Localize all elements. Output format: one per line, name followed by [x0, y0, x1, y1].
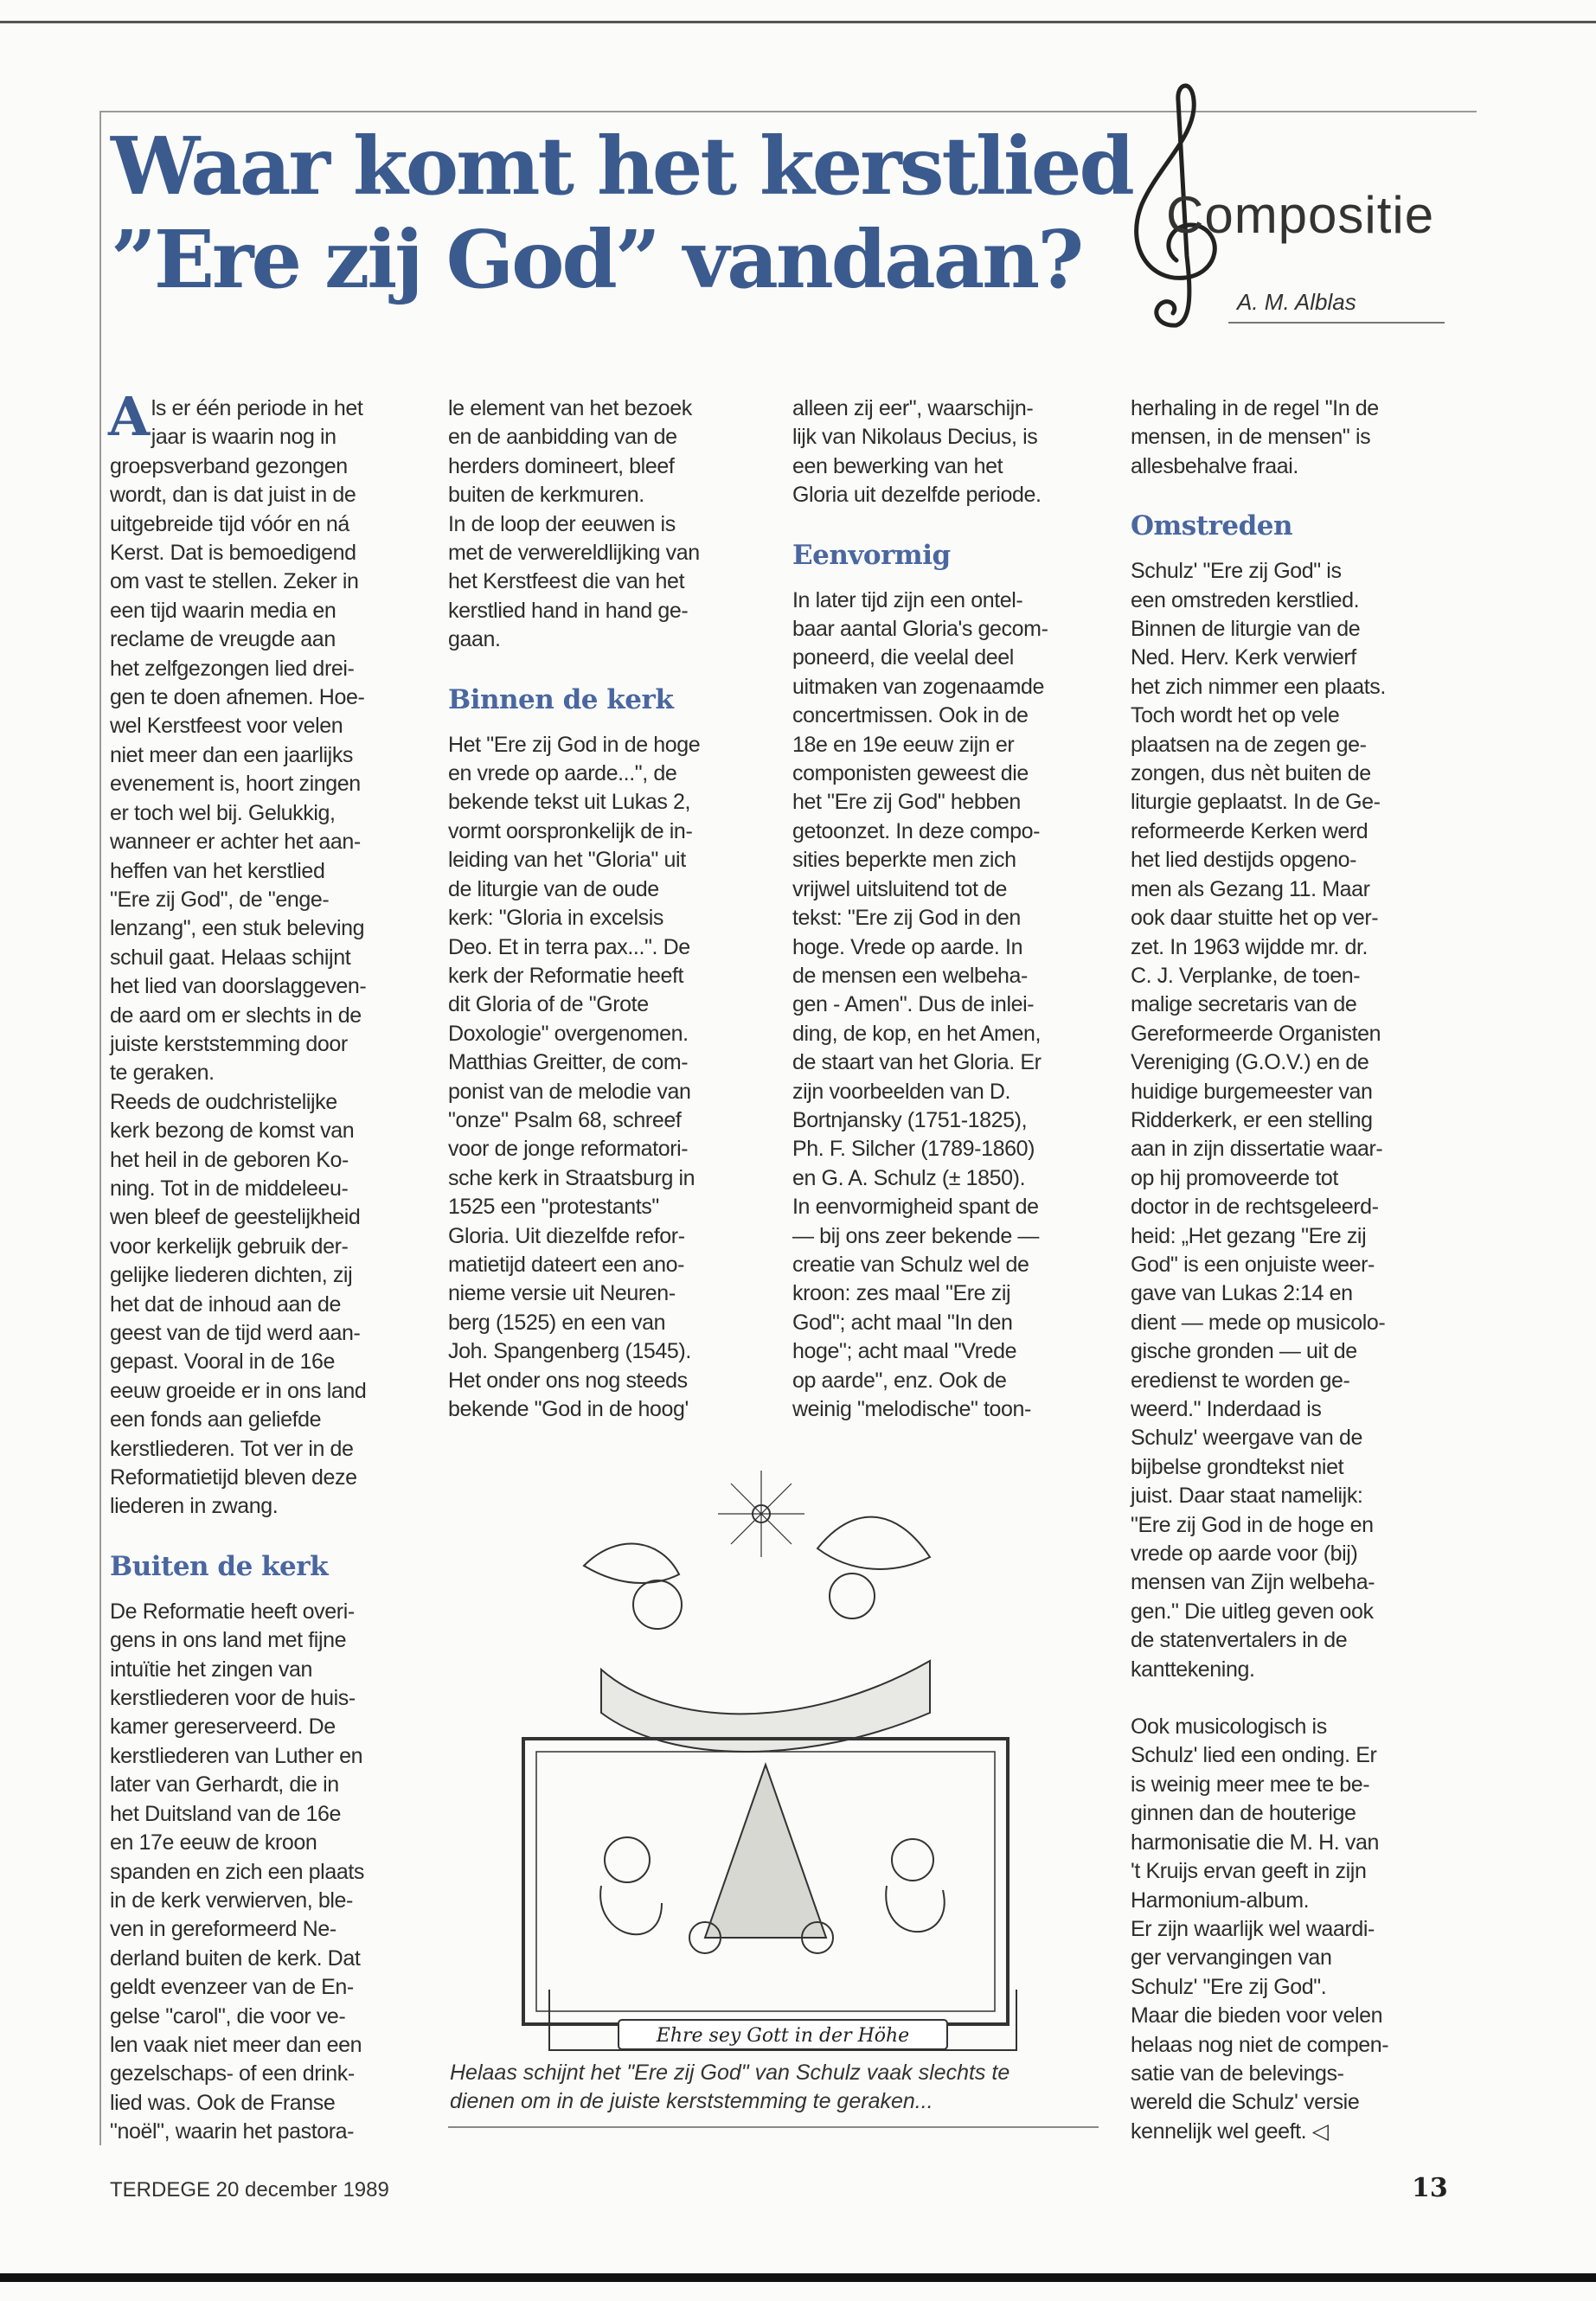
- paragraph: alleen zij eer", waarschijn- lijk van Nikolaus Decius, is een bewerking van het Gloria uit dezelfde periode.: [792, 396, 1042, 508]
- paragraph-text: ls er één periode in het jaar is waarin nog in groepsverband gezongen wordt, dan is dat juist in de uitgebreide tijd vóór en ná Kerst. Dat is bemoedigend om vast te stellen. Zeker in een tijd waarin media en reclame de vreugde aan het zelfgezongen lied drei- gen te doen afnemen. Hoe- wel Kerstfeest voor velen niet meer dan een jaarlijks evenement is, hoort zingen er toch wel bij. Gelukkig, wanneer er achter het aan- heffen van het kerstlied "Ere zij God", de "enge- lenzang", een stuk beleving schuil gaat. Helaas schijnt het lied van doorslaggeven- de aard om er slechts in de juiste kerststemming door te geraken.: [110, 396, 367, 1086]
- engraving-banner: Ehre sey Gott in der Höhe: [656, 2025, 910, 2047]
- column-4: [1131, 394, 1442, 2146]
- paragraph: Schulz' "Ere zij God" is een omstreden kerstlied. Binnen de liturgie van de Ned. Herv. Kerk verwierf het zich nimmer een plaats. Toch wordt het op vele plaatsen na de zegen ge- zongen, dus nèt buiten de liturgie geplaatst. In de Ge- reformeerde Kerken werd het lied destijds opgeno- men als Gezang 11. Maar ook daar stuitte het op ver- zet. In 1963 wijdde mr. dr. C. J. Verplanke, de toen- malige secretaris van de Gereformeerde Organisten Vereniging (G.O.V.) en de huidige burgemeester van Ridderkerk, er een stelling aan in zijn dissertatie waar- op hij promoveerde tot doctor in de rechtsgeleerd- heid: „Het gezang "Ere zij God" is een onjuiste weer- gave van Lukas 2:14 en dient — mede op musicolo- gische gronden — uit de eredienst te worden ge- weerd." Inderdaad is Schulz' weergave van de bijbelse grondtekst niet juist. Daar staat namelijk: "Ere zij God in de hoge en vrede op aarde voor (bij) mensen van Zijn welbeha- gen." Die uitleg geven ook de statenvertalers in de kanttekening.: [1131, 559, 1386, 1682]
- column-2: [448, 394, 761, 1424]
- paragraph: Het "Ere zij God in de hoge en vrede op aarde...", de bekende tekst uit Lukas 2, vormt oorspronkelijk de in- leiding van het "Gloria" uit de liturgie van de oude kerk: "Gloria in excelsis Deo. Et in terra pax...". De kerk der Reformatie heeft dit Gloria of de "Grote Doxologie" overgenomen. Matthias Greitter, de com- ponist van de melodie van "onze" Psalm 68, schreef voor de jonge reformatori- sche kerk in Straatsburg in 1525 een "protestants" Gloria. Uit diezelfde refor- matietijd dateert een ano- nieme versie uit Neuren- berg (1525) en een van Joh. Spangenberg (1545). Het onder ons nog steeds bekende "God in de hoog': [448, 732, 701, 1421]
- top-rule: [0, 21, 1596, 23]
- drop-cap: A: [108, 385, 150, 448]
- image-caption: Helaas schijnt het "Ere zij God" van Schulz vaak slechts te dienen om in de juiste kerststemming te geraken...: [450, 2061, 1010, 2113]
- paragraph: In de loop der eeuwen is met de verwereldlijking van het Kerstfeest die van het kerstlied hand in hand ge- gaan.: [448, 511, 700, 652]
- star-icon: [718, 1471, 804, 1557]
- paragraph: Ook musicologisch is Schulz' lied een onding. Er is weinig meer mee te be- ginnen dan de houterige harmonisatie die M. H. van 't Kruijs ervan geeft in zijn Harmonium-album. Er zijn waarlijk wel waardi- ger vervangingen van Schulz' "Ere zij God". Maar die bieden voor velen helaas nog niet de compen- satie van de belevings- wereld die Schulz' versie kennelijk wel geeft. ◁: [1131, 1715, 1389, 2144]
- title-line-2: ”Ere zij God” vandaan?: [111, 213, 1082, 306]
- publication-footer: TERDEGE 20 december 1989: [110, 2178, 389, 2202]
- title-line-1: Waar komt het kerstlied: [111, 119, 1132, 213]
- caption-rule: [448, 2126, 1099, 2128]
- engraving-image: [445, 1453, 1103, 2059]
- christmas-engraving: [445, 1453, 1103, 2059]
- author-name: A. M. Alblas: [1237, 289, 1356, 315]
- paragraph: le element van het bezoek en de aanbidding van de herders domineert, bleef buiten de kerkmuren.: [448, 396, 692, 508]
- page-number: 13: [1412, 2173, 1448, 2203]
- paragraph: In later tijd zijn een ontel- baar aantal Gloria's gecom- poneerd, die veelal deel uitmaken van zogenaamde concertmissen. Ook in de 18e en 19e eeuw zijn er componisten geweest die het "Ere zij God" hebben getoonzet. In deze compo- sities beperkte men zich vrijwel uitsluitend tot de tekst: "Ere zij God in den hoge. Vrede op aarde. In de mensen een welbeha- gen - Amen". Dus de inlei- ding, de kop, en het Amen, de staart van het Gloria. Er zijn voorbeelden van D. Bortnjansky (1751-1825), Ph. F. Silcher (1789-1860) en G. A. Schulz (± 1850). In eenvormigheid spant de — bij ons zeer bekende — creatie van Schulz wel de kroon: zes maal "Ere zij God"; acht maal "In den hoge"; acht maal "Vrede op aarde", enz. Ook de weinig "melodische" toon-: [792, 587, 1048, 1421]
- paragraph: herhaling in de regel "In de mensen, in de mensen" is allesbehalve fraai.: [1131, 396, 1379, 478]
- section-heading: Omstreden: [1131, 510, 1293, 542]
- column-1: [108, 385, 426, 2147]
- column-3: [792, 394, 1097, 1424]
- section-heading: Eenvormig: [792, 539, 951, 571]
- author-rule: [1228, 322, 1445, 324]
- rubric-logo: [1125, 83, 1453, 334]
- article-title: [111, 119, 1132, 306]
- paragraph: Reeds de oudchristelijke kerk bezong de komst van het heil in de geboren Ko- ning. Tot in de middeleeu- wen bleef de geestelijkheid voor kerkelijk gebruik der- gelijke liederen dichten, zij het dat de inhoud aan de geest van de tijd werd aan- gepast. Vooral in de 16e eeuw groeide er in ons land een fonds aan geliefde kerstliederen. Tot ver in de Reformatietijd bleven deze liederen in zwang.: [110, 1089, 367, 1519]
- section-heading: Binnen de kerk: [448, 683, 674, 715]
- rubric-label: Compositie: [1166, 186, 1435, 244]
- paragraph: De Reformatie heeft overi- gens in ons land met fijne intuïtie het zingen van kerstliederen voor de huis- kamer gereserveerd. De kerstliederen van Luther en later van Gerhardt, die in het Duitsland van de 16e en 17e eeuw de kroon spanden en zich een plaats in de kerk verwierven, ble- ven in gereformeerd Ne- derland buiten de kerk. Dat geldt evenzeer van de En- gelse "carol", die voor ve- len vaak niet meer dan een gezelschaps- of een drink- lied was. Ook de Franse "noël", waarin het pastora-: [110, 1599, 364, 2144]
- paragraph: [108, 385, 426, 1088]
- bottom-bar: [0, 2273, 1596, 2282]
- section-heading: Buiten de kerk: [110, 1550, 329, 1582]
